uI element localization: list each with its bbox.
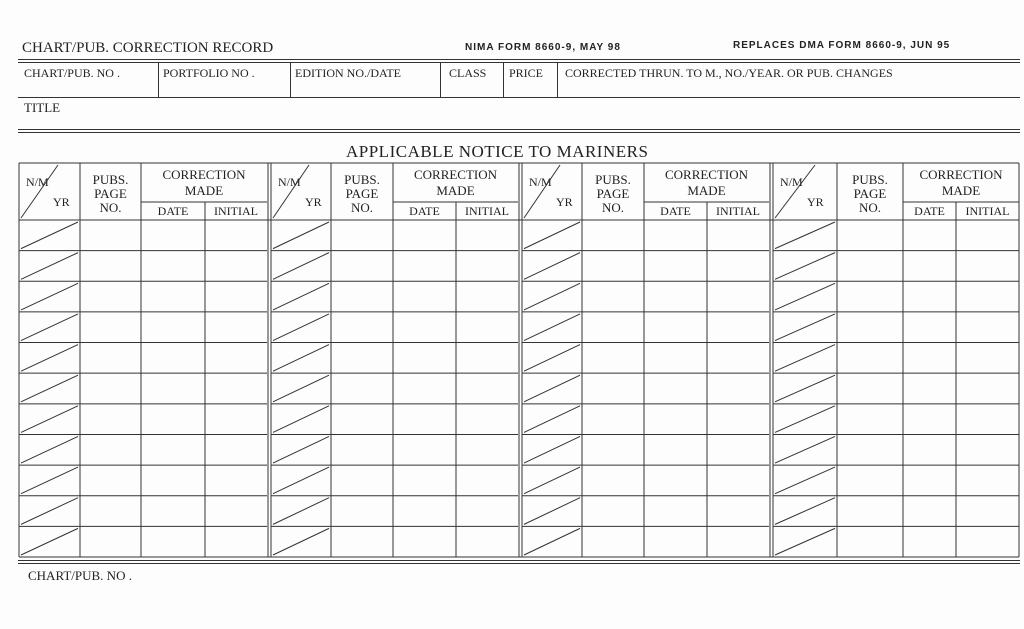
field-class[interactable]: CLASS: [449, 66, 487, 80]
row-diagonal: [524, 467, 580, 494]
date-label: DATE: [914, 204, 945, 218]
row-diagonal: [524, 436, 580, 463]
correction-label: CORRECTION: [413, 167, 498, 182]
nm-label: N/M: [529, 175, 552, 189]
made-label: MADE: [184, 183, 224, 198]
yr-label: YR: [305, 195, 322, 209]
row-diagonal: [775, 406, 835, 433]
pubs-label: PUBS.: [852, 172, 888, 187]
row-diagonal: [273, 253, 329, 280]
row-diagonal: [524, 375, 580, 402]
row-diagonal: [21, 222, 78, 249]
field-title[interactable]: TITLE: [24, 100, 61, 115]
pubs-label: PUBS.: [344, 172, 380, 187]
field-portfolio-no[interactable]: PORTFOLIO NO .: [163, 66, 255, 80]
row-diagonal: [524, 222, 580, 249]
row-diagonal: [273, 345, 329, 372]
row-diagonal: [273, 375, 329, 402]
row-diagonal: [775, 467, 835, 494]
pubs-label: NO.: [601, 200, 625, 215]
correction-label: CORRECTION: [664, 167, 749, 182]
row-diagonal: [775, 436, 835, 463]
row-diagonal: [775, 314, 835, 341]
row-diagonal: [21, 345, 78, 372]
date-label: DATE: [660, 204, 691, 218]
pubs-label: NO.: [858, 200, 882, 215]
nm-label: N/M: [780, 175, 803, 189]
row-diagonal: [775, 528, 835, 555]
row-diagonal: [21, 283, 78, 310]
row-diagonal: [775, 253, 835, 280]
initial-label: INITIAL: [965, 204, 1010, 218]
row-diagonal: [21, 498, 78, 525]
nm-label: N/M: [26, 175, 49, 189]
row-diagonal: [775, 375, 835, 402]
row-diagonal: [524, 528, 580, 555]
date-label: DATE: [409, 204, 440, 218]
footer-rule-2: [18, 563, 1020, 564]
row-diagonal: [524, 283, 580, 310]
pubs-label: NO.: [99, 200, 122, 215]
row-diagonal: [775, 345, 835, 372]
date-label: DATE: [157, 204, 189, 218]
pubs-label: PAGE: [94, 186, 127, 201]
row-diagonal: [21, 528, 78, 555]
field-edition-no-date[interactable]: EDITION NO./DATE: [295, 66, 401, 80]
row-diagonal: [273, 314, 329, 341]
yr-label: YR: [556, 195, 573, 209]
nm-yr-diagonal: [273, 165, 309, 218]
footer-chart-pub-no[interactable]: CHART/PUB. NO .: [28, 568, 132, 583]
nm-yr-diagonal: [21, 165, 58, 218]
row-diagonal: [21, 436, 78, 463]
row-diagonal: [524, 314, 580, 341]
initial-label: INITIAL: [214, 204, 258, 218]
yr-label: YR: [807, 195, 824, 209]
nm-yr-diagonal: [524, 165, 560, 218]
pubs-label: PUBS.: [595, 172, 631, 187]
row-diagonal: [21, 375, 78, 402]
initial-label: INITIAL: [716, 204, 760, 218]
row-diagonal: [273, 222, 329, 249]
nm-yr-diagonal: [775, 165, 815, 218]
made-label: MADE: [687, 183, 726, 198]
form-title: CHART/PUB. CORRECTION RECORD: [22, 40, 274, 56]
row-diagonal: [273, 467, 329, 494]
row-diagonal: [21, 253, 78, 280]
field-chart-pub-no[interactable]: CHART/PUB. NO .: [24, 66, 120, 80]
row-diagonal: [524, 406, 580, 433]
pubs-label: NO.: [350, 200, 374, 215]
row-diagonal: [21, 406, 78, 433]
made-label: MADE: [436, 183, 475, 198]
row-diagonal: [273, 436, 329, 463]
row-diagonal: [775, 498, 835, 525]
correction-label: CORRECTION: [162, 167, 246, 182]
row-diagonal: [524, 253, 580, 280]
row-diagonal: [21, 314, 78, 341]
field-price[interactable]: PRICE: [509, 66, 544, 80]
correction-label: CORRECTION: [919, 167, 1003, 182]
pubs-label: PAGE: [345, 186, 379, 201]
made-label: MADE: [941, 183, 981, 198]
pubs-label: PUBS.: [92, 172, 129, 187]
replaces-note: REPLACES DMA FORM 8660-9, JUN 95: [733, 40, 951, 51]
row-diagonal: [273, 498, 329, 525]
yr-label: YR: [53, 195, 70, 209]
section-title: APPLICABLE NOTICE TO MARINERS: [346, 142, 649, 161]
form-id: NIMA FORM 8660-9, MAY 98: [465, 42, 621, 53]
nm-label: N/M: [278, 175, 301, 189]
row-diagonal: [273, 528, 329, 555]
pubs-label: PAGE: [853, 186, 887, 201]
row-diagonal: [524, 498, 580, 525]
row-diagonal: [21, 467, 78, 494]
row-diagonal: [273, 283, 329, 310]
initial-label: INITIAL: [465, 204, 509, 218]
row-diagonal: [775, 222, 835, 249]
row-diagonal: [524, 345, 580, 372]
row-diagonal: [273, 406, 329, 433]
pubs-label: PAGE: [596, 186, 630, 201]
field-corrected-thru[interactable]: CORRECTED THRUN. TO M., NO./YEAR. OR PUB. CHANGES: [565, 66, 893, 80]
row-diagonal: [775, 283, 835, 310]
footer-rule: [18, 560, 1020, 561]
